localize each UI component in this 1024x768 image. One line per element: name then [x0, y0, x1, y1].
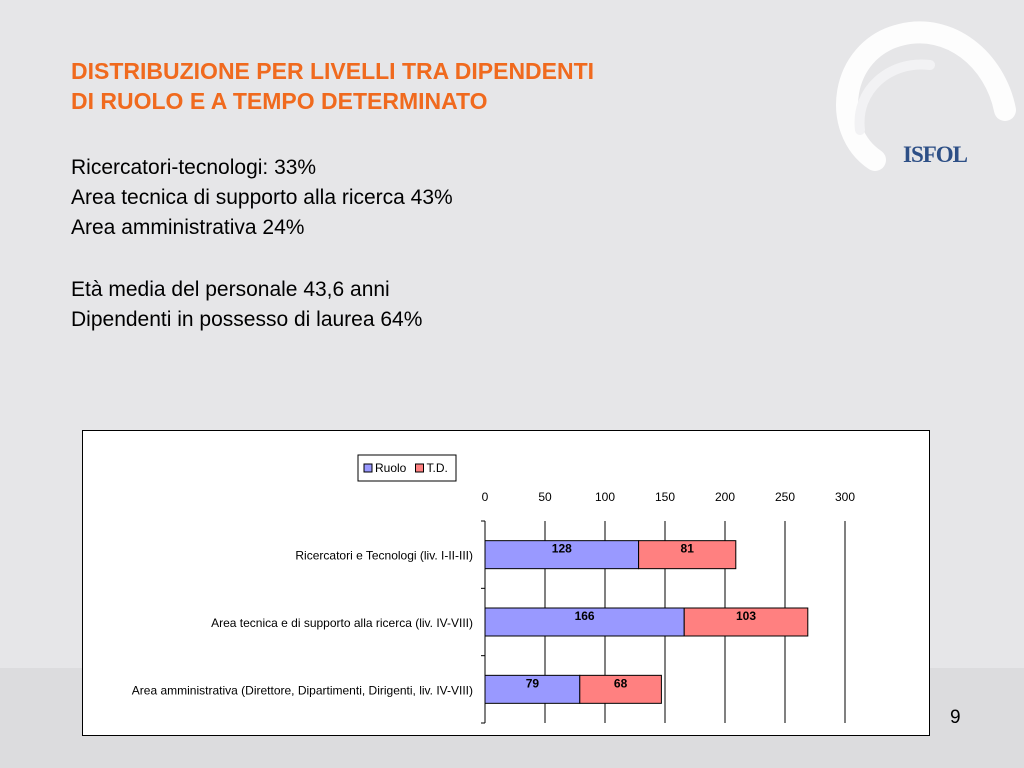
fact-line: Età media del personale 43,6 anni: [71, 278, 390, 301]
stat-line: Area tecnica di supporto alla ricerca 43%: [71, 186, 453, 209]
title-line-2: DI RUOLO E A TEMPO DETERMINATO: [71, 88, 488, 114]
isfol-logo: ISFOL: [903, 142, 968, 167]
x-tick-label: 300: [834, 490, 856, 504]
category-label: Area amministrativa (Direttore, Dipartimenti, Dirigenti, liv. IV-VIII): [131, 683, 473, 698]
x-tick-label: 250: [774, 490, 796, 504]
data-label: 81: [680, 541, 694, 556]
chart-container: [82, 430, 930, 736]
x-tick-label: 0: [481, 490, 489, 504]
legend-swatch: [416, 464, 424, 472]
x-tick-label: 150: [654, 490, 676, 504]
stats-block: [71, 153, 453, 243]
x-tick-label: 200: [714, 490, 736, 504]
title-line-1: DISTRIBUZIONE PER LIVELLI TRA DIPENDENTI: [71, 58, 595, 84]
stacked-bar-chart: [83, 431, 929, 735]
data-label: 166: [574, 609, 595, 623]
facts-block: [71, 275, 422, 335]
stat-line: Area amministrativa 24%: [71, 216, 305, 239]
category-label: Ricercatori e Tecnologi (liv. I-II-III): [295, 548, 473, 563]
legend-label: T.D.: [426, 461, 448, 475]
category-label: Area tecnica e di supporto alla ricerca (liv. IV-VIII): [211, 616, 473, 630]
data-label: 68: [613, 676, 628, 691]
stat-line: Ricercatori-tecnologi: 33%: [71, 156, 317, 179]
slide-title: [71, 56, 594, 116]
legend-swatch: [364, 464, 372, 472]
data-label: 128: [551, 541, 572, 556]
page-number: 9: [950, 707, 961, 728]
x-tick-label: 100: [594, 490, 616, 504]
legend-label: Ruolo: [375, 461, 407, 475]
x-tick-label: 50: [538, 490, 552, 504]
data-label: 103: [735, 609, 757, 623]
data-label: 79: [525, 676, 540, 691]
fact-line: Dipendenti in possesso di laurea 64%: [71, 308, 423, 331]
isfol-logo-swoosh-icon: [820, 10, 1020, 210]
